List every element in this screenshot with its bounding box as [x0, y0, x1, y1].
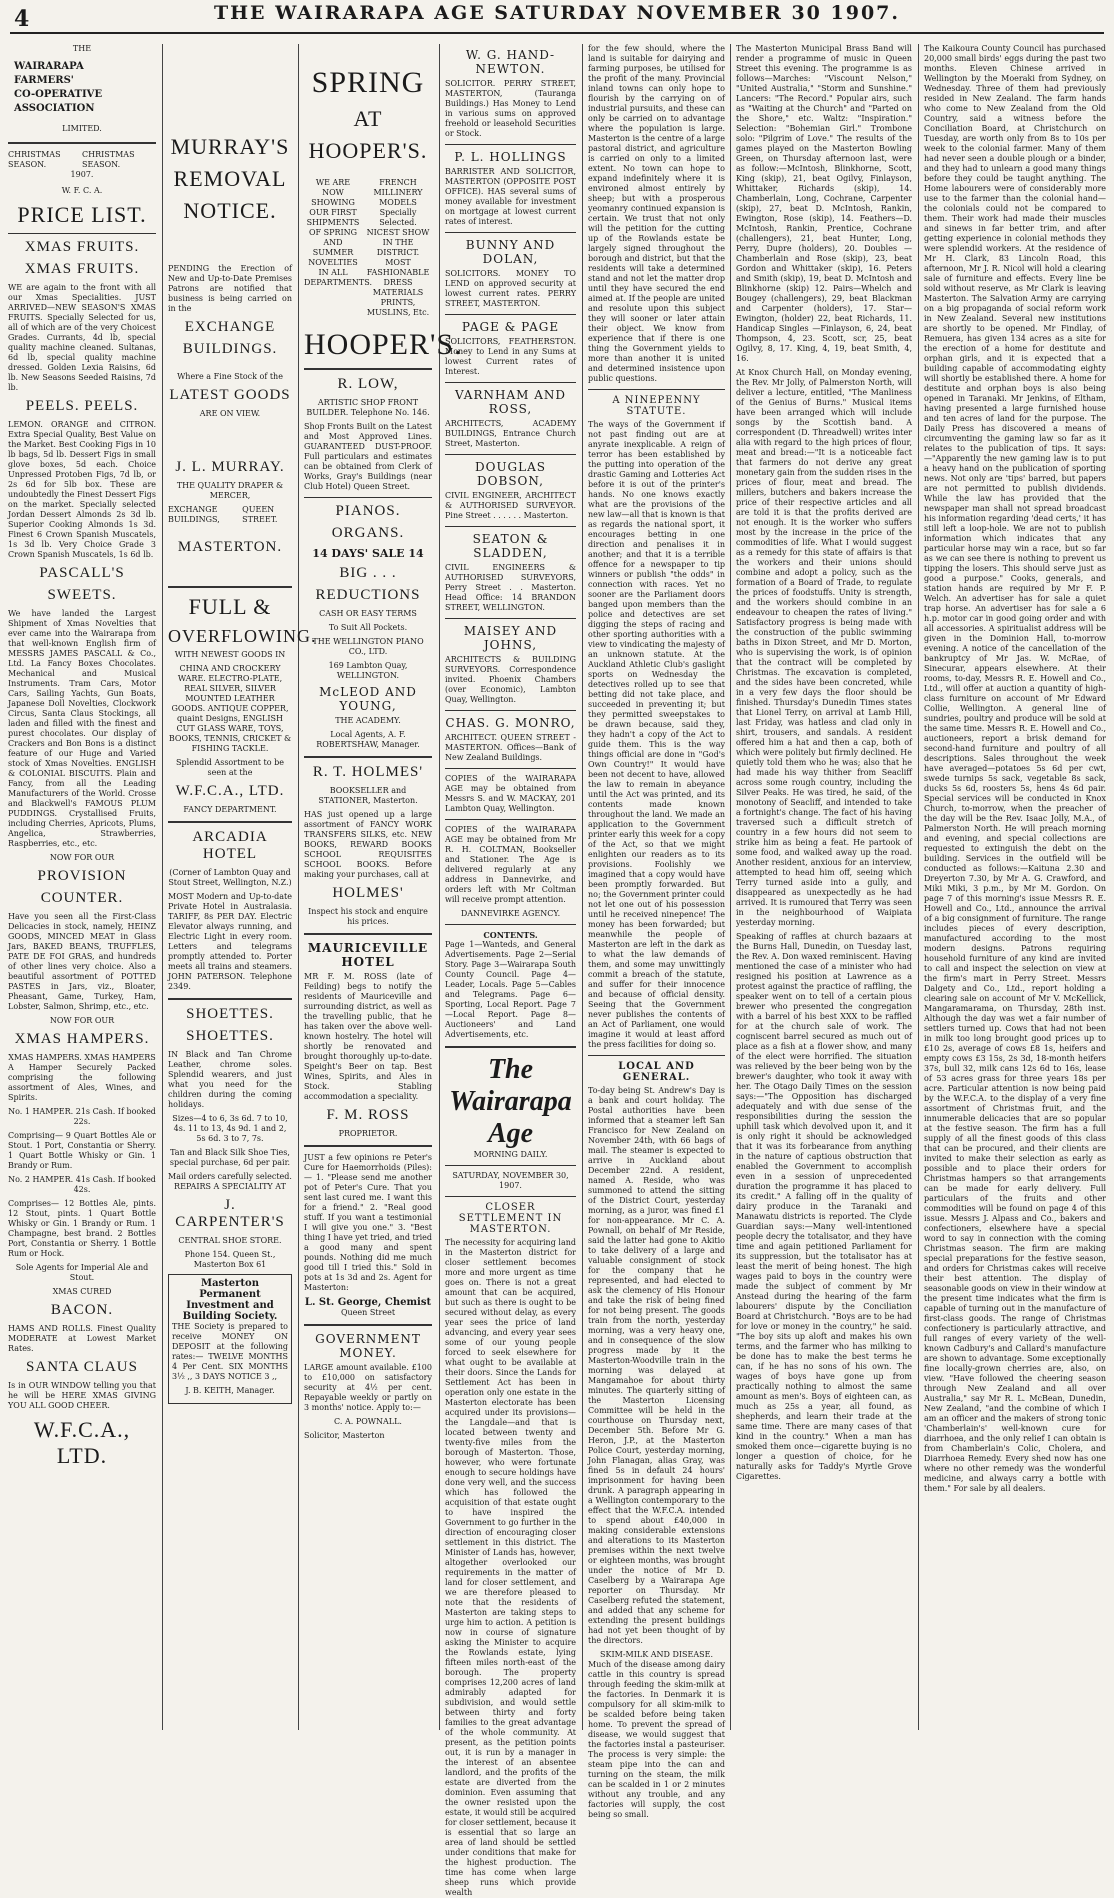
page-number: 4 [14, 6, 30, 32]
bunny-text: SOLICITORS. MONEY TO LEND on approved security at lowest current rates. PERRY STREET, MASTERTON. [445, 269, 576, 308]
arcadia-text: MOST Modern and Up-to-date Private Hotel in Australasia. TARIFF, 8s PER DAY. Electric Elevator always running, and Electric Light in every room. Letters and telegrams promptly attended to. Porter meets all trains and steamers. JOHN PATERSON. Telephone 2349. [168, 892, 292, 991]
shoettes-heading: SHOETTES. [186, 1028, 274, 1044]
sole-agents: Sole Agents for Imperial Ale and Stout. [15, 1263, 149, 1282]
season-year: 1907. [70, 170, 94, 179]
divider [445, 1046, 576, 1048]
column-2 [168, 44, 317, 1730]
issue-date: SATURDAY, NOVEMBER 30, 1907. [452, 1171, 569, 1190]
copies-notice-1: COPIES of the WAIRARAPA AGE may be obtained from Messrs S. and W. MACKAY, 201 Lambton Quay, Wellington. [445, 774, 576, 813]
band-bowling-text: The Masterton Municipal Brass Band will render a programme of music in Queen Street this evening. The programme is as follows—Marches: "Viscount Nelson," "United Australia," "Storm and Sunshine." Lancers: "The Record." Popular airs, such as "Waiting at the Church" and "Parted on the Shore," etc. Waltz: "Inspiration." Selection: "Bohemian Girl." Trombone solo: "Pilgrim of Love." The results of the games played on the Masterton Bowling Green, on Thursday afternoon last, were as follow:—McIntosh, Blinkhorne, Scott, King (skip), 21, beat Ogilvy, Finlayson, Whittaker, Richards (skip), 14. Chamberlain, Long, Cochrane, Carpenter (skip), 27, beat D. McIntosh, Rankin, Ewington, Rose (skip), 14. Feathers—D. McIntosh, Rankin, Prentice, Cochrane (challengers), 21, beat Hunter, Long, Perry, Dupre (holders), 20. Doubles — Chamberlain and Rose (skip), 23, beat Gordon and Whittaker (skip), 16. Peters and Smith (skip), 19, beat D. McIntosh and Blinkhorne (skip) 12. Pairs—Whelch and Bougey (challengers), 29, beat Blackman and Carpenter (holders), 17. Star—Ewington, (holder) 22, beat Richards, 11. Handicap Singles —Finlayson, 6, 24, beat Thompson, 4, 23. Scott, scr, 25, beat Ogilvy, 8, 17. King, 4, 19, beat Smith, 4, 16. [736, 44, 912, 363]
hand-newton-heading: W. G. HAND-NEWTON. [465, 48, 556, 76]
society-text: THE Society is prepared to receive MONEY ON DEPOSIT at the following rates:— TWELVE MONTHS 4 Per Cent. SIX MONTHS 3½ ,, 3 DAYS NOTICE 3 ,, [172, 1322, 288, 1381]
divider [445, 454, 576, 455]
hollings-text: BARRISTER AND SOLICITOR, MASTERTON (OPPOSITE POST OFFICE). HAS several sums of money available for investment on mortgage at lowest current rates of interest. [445, 167, 576, 226]
column-divider [730, 44, 731, 1730]
hoopers-heading-2: HOOPER'S. [304, 328, 463, 361]
latest-goods-heading: LATEST GOODS [169, 387, 291, 403]
organs-heading: ORGANS. [331, 525, 405, 541]
skim-milk-heading: SKIM-MILK AND DISEASE. [600, 1650, 713, 1659]
dannevirke-agency: DANNEVIRKE AGENCY. [460, 909, 561, 918]
divider [304, 497, 432, 498]
cash-terms: CASH OR EASY TERMS [319, 609, 417, 618]
divider [445, 710, 576, 711]
now-for-label: NOW FOR OUR [49, 853, 115, 862]
maisey-heading: MAISEY AND JOHNS, [463, 624, 558, 652]
exchange-heading: EXCHANGE [184, 319, 276, 335]
shoettes-text: IN Black and Tan Chrome Leather, chrome soles. Splendid wearers, and just what you need for the children during the coming holidays. [168, 1050, 292, 1109]
peels-heading: PEELS. PEELS. [25, 398, 139, 414]
divider [304, 368, 432, 370]
keith-manager: J. B. KEITH, Manager. [185, 1386, 275, 1395]
low-heading: R. LOW, [337, 376, 399, 392]
permanent-society-ad [168, 1274, 292, 1404]
splendid-text: Splendid Assortment to be seen at the [176, 758, 284, 777]
copies-notice-2: COPIES of the WAIRARAPA AGE may be obtained from Mr R. H. COLTMAN, Bookseller and Stationer. The Age is delivered regularly at any address in Dannevirke, and orders left with Mr Coltman will receive prompt attention. [445, 825, 576, 904]
bacon-text: HAMS AND ROLLS. Finest Quality MODERATE at Lowest Market Rates. [8, 1324, 156, 1353]
piano-address: 169 Lambton Quay, WELLINGTON. [328, 661, 408, 680]
peters-cure-text: JUST a few opinions re Peter's Cure for Haemorrhoids (Piles):— 1. "Please send me another pot of Peter's Cure. That you sent last cured me. I want this for a friend." 2. "Real good stuff. If you want a testimonial I will give you one." 3. "Best thing I have yet tried, and tried a good many and spent pounds. Nothing did me much good till I tried this." Sold in pots at 1s 3d and 2s. Agent for Masterton: [304, 1153, 432, 1292]
address-right: QUEEN STREET. [242, 505, 278, 524]
santa-claus-heading: SANTA CLAUS [26, 1359, 138, 1375]
divider [445, 314, 576, 315]
removal-heading: REMOVAL [173, 166, 287, 191]
at-heading: AT [353, 106, 383, 131]
newest-goods-text: WITH NEWEST GOODS IN [174, 650, 286, 659]
column-divider [298, 44, 299, 1730]
fancy-department: FANCY DEPARTMENT. [183, 805, 277, 814]
goods-list: CHINA AND CROCKERY WARE. ELECTRO-PLATE, REAL SILVER, SILVER MOUNTED LEATHER GOODS. ANTIQUE COPPER, quaint Designs, ENGLISH CUT GLASS WARE, TOYS, BOOKS, TENNIS, CRICKET & FISHING TACKLE. [168, 664, 292, 753]
shoe-store: CENTRAL SHOE STORE. [178, 1236, 282, 1245]
counter-heading: COUNTER. [40, 890, 124, 906]
statute-text: The ways of the Government if not past finding out are at anyrate inexplicable. A reign of terror has been established by the putting into operation of the drastic Gaming and Lotteries Act before it is out of the printer's hands. No one knows exactly what are the provisions of the new law—all that is known is that as regards the national sport, it encourages betting in one direction and penalises it in another; and that it is a terrible offence for a newspaper to tip winners or publish "the odds" in connection with races. Yet no sooner are the Parliament doors banged upon members than the police and detectives are set digging the steps of racing and other sporting authorities with a view to vindicating the majesty of an unknown statute. At the Auckland Athletic Club's gaslight sports on Wednesday the detectives rolled up to see that betting did not take place, and succeeded in preventing it; but they permitted sweepstakes to be drawn because, said they, they hadn't a copy of the Act to guide them. This is the way things official are done in "God's Own Country!" It would have been not decent to have, allowed the law to remain in abeyance until the Act was printed, and its contents made known throughout the land. We made an application to the Government printer early this week for a copy of the Act, so that we might enlighten our readers as to its provisions. Foolishly we imagined that a copy would have been promptly forwarded. But no; the Government printer could not let one out of his possession until he received ninepence! The money has been forwarded; but meanwhile the people of Masterton are left in the dark as to what the law demands of them, and some may unwittingly commit a breach of the statute, and suffer for their innocence and because of official density. Seeing that the Government never publishes the contents of an Act of Parliament, one would imagine it would at least afford the press facilities for doing so. [588, 420, 725, 1049]
xmas-fruits-heading: XMAS FRUITS. [24, 261, 140, 277]
address-left: EXCHANGE BUILDINGS, [168, 505, 220, 524]
dobson-text: CIVIL ENGINEER, ARCHITECT & AUTHORISED SURVEYOR. Pine Street . . . . . . Masterton. [445, 491, 576, 520]
ad-the: THE [72, 44, 92, 53]
piano-company: THE WELLINGTON PIANO CO., LTD. [312, 637, 424, 656]
nameplate: The Wairarapa Age [449, 1054, 572, 1149]
christmas-season-line [8, 150, 156, 170]
days-sale: 14 DAYS' SALE 14 [312, 547, 424, 560]
local-agents: Local Agents, A. F. ROBERTSHAW, Manager. [316, 730, 420, 749]
wfca-label: W. F. C. A. [61, 186, 103, 195]
local-general-heading: LOCAL AND GENERAL. [618, 1061, 695, 1083]
overflowing-heading: OVERFLOWING. [168, 626, 317, 646]
firm-line: ASSOCIATION [14, 103, 95, 114]
hollings-heading: P. L. HOLLINGS [454, 150, 567, 164]
proprietor-label: PROPRIETOR. [338, 1129, 398, 1138]
statute-heading: A NINEPENNY STATUTE. [612, 395, 701, 417]
government-money-heading: GOVERNMENT MONEY. [315, 1332, 421, 1360]
varnham-heading: VARNHAM AND ROSS, [454, 388, 567, 416]
maisey-text: ARCHITECTS & BUILDING SURVEYORS. Correspondence invited. Phoenix Chambers (over Economic), Lambton Quay, Wellington. [445, 655, 576, 704]
tan-text: Tan and Black Silk Shoe Ties, special purchase, 6d per pair. [169, 1148, 291, 1167]
column-divider [582, 44, 583, 1730]
divider [8, 233, 156, 234]
carpenter-heading: J. CARPENTER'S [175, 1197, 285, 1230]
column-7 [924, 44, 1106, 1730]
column-3 [304, 44, 463, 1730]
low-subtitle: ARTISTIC SHOP FRONT BUILDER. Telephone No. 146. [306, 398, 430, 417]
sweets-text: We have landed the Largest Shipment of Xmas Novelties that ever came into the Wairarapa from that well-known English firm of MESSRS JAMES PASCALL & Co., Ltd. La Fancy Boxes Chocolates. Mechanical and Musical Instruments. Tram Cars, Motor Cars, Sailing Yachts, Gun Boats, Japanese Doll Novelties, Clockwork Circus, Santa Claus Stockings, all laden and filled with the finest and purest chocolates. Our display of Crackers and Bon Bons is a distinct feature of our Huge and Varied stock of Xmas Novelties. ENGLISH & COLONIAL BISCUITS. Plain and Fancy, from all the Leading Manufacturers of the World. Crosse and Blackwell's FAMOUS PLUM PUDDINGS. Crystallised Fruits, including Cherries, Apricots, Plums, Angelica, Strawberries, Raspberries, etc., etc. [8, 609, 156, 848]
divider [445, 526, 576, 527]
wfca-ltd-heading: W.F.C.A., LTD. [175, 783, 285, 799]
hoopers-heading: HOOPER'S. [308, 138, 428, 163]
leader-text: The necessity for acquiring land in the Masterton district for closer settlement becomes more and more urgent as time goes on. There is not a great amount that can be acquired, but such as there is ought to be secured without delay, as every year sees the price of land advancing, and every year sees some of our young people forced to seek elsewhere for what ought to be available at their doors. Since the Lands for Settlement Act has been in operation only one estate in the Masterton electorate has been acquired under its provisions—the Langdale—and that is located between twenty and twenty-five miles from the borough of Masterton. Those, however, who were fortunate enough to secure holdings have done very well, and the success which has followed the acquisition of that estate ought to have inspired the Government to go further in the direction of encouraging closer settlement in this district. The Minister of Lands has, however, altogether overlooked our requirements in the matter of land for closer settlement, and we are therefore pleased to note that the residents of Masterton are taking steps to urge him to action. A petition is now in course of signature asking the Minister to acquire the Rowlands estate, lying fifteen miles north-east of the borough. The property comprises 12,200 acres of land admirably adapted for subdivision, and would settle between thirty and forty families to the great advantage of the whole community. At present, as the petition points out, it is run by a manager in the interest of an absentee landlord, and the profits of the estate are diverted from the dominion. Even assuming that the owner resisted upon the estate, it would still be acquired for closer settlement, because it is essential that so large an area of land should be settled under conditions that make for the highest production. The time has come when large sheep runs which provide wealth [445, 1238, 576, 1897]
now-for-label: NOW FOR OUR [49, 1016, 115, 1025]
inspect-text: Inspect his stock and enquire his prices. [308, 907, 428, 926]
varnham-text: ARCHITECTS, ACADEMY BUILDINGS, Entrance Church Street, Masterton. [445, 419, 576, 448]
column-4 [445, 44, 576, 1897]
divider [304, 933, 432, 935]
hampers-subheading: XMAS HAMPERS. XMAS HAMPERS [8, 1053, 156, 1062]
monro-heading: CHAS. G. MONRO, [445, 716, 576, 730]
firm-line: WAIRARAPA [14, 61, 84, 72]
season-right: CHRISTMAS SEASON. [82, 150, 135, 169]
divider [445, 618, 576, 619]
murrays-heading: MURRAY'S [170, 134, 290, 159]
sweets-heading: SWEETS. [47, 587, 117, 603]
local-news-text: At Knox Church Hall, on Monday evening, the Rev. Mr Jolly, of Palmerston North, will deliver a lecture, entitled, "The Manliness of the Genius of Burns." Musical items have been arranged which will include songs by the Scottish band. A correspondent (D. Threadwell) writes inter alia with regard to the high prices of flour, meat and bread:—"It is a noticeable fact that farmers do not derive any great monetary gain from the sudden rises in the prices of flour, meat and bread. The millers, butchers and bakers increase the price of their respective articles and all are told it is that the profits derived are not enough. It is the worker who suffers most by the increase in the price of the commodities of life. What I would suggest as a remedy for this state of affairs is that the workers and their unions should combine and adopt a policy, such as the formation of a Board of Trade, to regulate the prices of foodstuffs. Unity is strength, and the workers should combine in an endeavour to cheapen the rates of living." Satisfactory progress is being made with the construction of the public swimming baths in Dixon Street, and Mr D. Morton, who is supervising the work, is of opinion that the contract will be completed by Christmas. The excavation is completed, and the sides have been concreted, while in a very few days the floor should be finished. Thursday's Dunedin Times states that Lionel Terry, on arrival at Lamb Hill, last Friday, was hatless and clad only in shirt, trousers, and sandals. A resident offered him a hat and then a cap, both of which were politely but firmly declined. He quietly told them who he was; also that he had made his way thither from Seacliff across some rough country, including the Silver Peaks. He was tired, he said, of the monotony of Seacliff, and intended to take a fortnight's change. The fact of his having traversed such a difficult stretch of country in a few hours did not seem to strike him as being a feat. He partook of some food, and walked away up the road. Another resident, anxious for an interview, attempted to head him off, seeing which Terry turned aside into a gully, and disappeared as unexpectedly as he had arrived. It is rumoured that Terry was seen in the neighbourhood of Waipiata yesterday morning. [736, 368, 912, 927]
divider [588, 389, 725, 390]
bunny-heading: BUNNY AND DOLAN, [465, 238, 556, 266]
skim-milk-text: Much of the disease among dairy cattle in this country is spread through feeding the skim-milk at the factories. In Denmark it is compulsory for all skim-milk to be scalded before being taken home. To prevent the spread of disease, we would suggest that the factories instal a pasteuriser. The process is very simple: the steam pipe into the can and turning on the steam, the milk can be scalded in 1 or 2 minutes without any trouble, and any factories will supply, the cost being so small. [588, 1660, 725, 1819]
hand-newton-text: SOLICITOR. PERRY STREET, MASTERTON, (Tauranga Buildings.) Has Money to Lend in various sums on approved freehold or leasehold Securities or Stock. [445, 79, 576, 138]
column-divider [439, 44, 440, 1730]
notice-heading: NOTICE. [183, 198, 277, 223]
hamper-2: No. 2 HAMPER. 41s Cash. If booked 42s. [8, 1175, 156, 1194]
holmes-subtitle: BOOKSELLER and STATIONER, Masterton. [318, 786, 418, 805]
bacon-heading: BACON. [50, 1302, 114, 1318]
limited-label: LIMITED. [62, 124, 102, 133]
pending-text: PENDING the Erection of New and Up-to-Date Premises Patrons are notified that business is being carried on in the [168, 264, 292, 313]
divider [445, 382, 576, 383]
local-paragraphs: The Kaikoura County Council has purchased 20,000 small birds' eggs during the past two months. Eleven Chinese arrived in Wellington by the Moeraki from Sydney, on Wednesday. Three of them had previously resided in New Zealand. The farm hands who come to New Zealand from the Old Country, said a witness before the Conciliation Board, at Christchurch on Tuesday, are worth only from 8s to 10s per week to the colonial farmer. Many of them had never seen a double plough or a binder, and they had to unlearn a good many things before they could be taught anything. The Home labourers were of considerably more use to the farmer than the colonial hand—the colonials could not be compared to them. Their work had made their muscles and sinews in far better trim, and after getting experience in colonial methods they were splendid workers. At the residence of Mr H. Clark, 83 Lincoln Road, this afternoon, Mr J. R. Nicol will hold a clearing sale of furniture and effects. Every line be sold without reserve, as Mr Clark is leaving Masterton. The Salvation Army are carrying on a big propaganda of social reform work in New Zealand. Several new institutions are shortly to be opened. Mr Findlay, of Remuera, has given 134 acres as a site for the erection of a home for destitute and orphan girls, and it is expected that a building capable of accommodating eighty will shortly be established there. A home for destitute and orphan boys is also being opened in Taranaki. Mr Jenkins, of Eltham, having presented a large furnished house and ten acres of land for the purpose. The Daily Press has discovered a means of circumventing the gaming law so far as it relates to the publication of tips. It says:—"Apparently the new gaming law is to put a heavy hand on the publication of sporting news. Not only are 'tips' barred, but papers are not permitted to publish dividends. While the law has provided that the newspaper man shall not spread broadcast his information regarding 'dead certs,' it has still left a loop-hole. We are not to publish information which indicates that any particular horse may win a race, but so far as we can see there is nothing to prevent us tipping the losers. This should serve just as good a purpose." Cooks, generals, and station hands are required by Mr F. P. Welch. An advertiser has for sale a quiet trap horse. An advertiser has for sale a 6 h.p. motor car in good going order and with all accessories. A spiritualist address will be given in the Dominion Hall, to-morrow evening. A notice of the cancellation of the bankruptcy of Mr Jas. W. McRae, of Sinecurar, appears elsewhere. At their rooms, to-day, Messrs R. E. Howell and Co., Ltd., will offer at auction a quantity of high-class furniture on account of Mr Edward Collie, Wellington. A general line of sundries, poultry and produce will be sold at the same time. Messrs R. E. Howell and Co., auctioneers, report a brisk demand for second-hand furniture and poultry of all descriptions. Sales throughout the week have averaged—potatoes 5s 6d per cwt, swede turnips 5s sack, vegetable 8s sack, ducks 5s 6d, roosters 5s, hens 4s 6d pair. Special services will be conducted in Knox Church, to-morrow, when the preacher of the day will be the Rev. Isaac Jolly, M.A., of Palmerston North. He will preach morning and evening, and special collections are requested to extinguish the debt on the building. Services in the outfield will be conducted as follows:—Kaituna 2.30 and Dreyerton 7.30, by Mr A. G. Crawford, and Miki Miki, 3 p.m., by Mr M. Gordon. On page 7 of this morning's issue Messrs R. E. Howell and Co., Ltd., announce the arrival of a big consignment of furniture. The range includes pieces of every description, manufactured according to the most modern designs. Patrons requiring household furniture of any kind are invited to call and inspect the selection on view at the firm's mart in Perry Street. Messrs Dalgety and Co., Ltd., report holding a clearing sale on account of Mr V. McKellick, Mangaramarama, on Thursday, 28th inst. Although the day was wet a fair number of settlers turned up. Cows that had not been in milk too long brought good prices up to £10 2s, average of cows £8 1s, heifers and empty cows £3 15s, 2s 3d, 18-month heifers 37s, bull 32, milk cans 12s 6d to 16s, lease of 53 acres grass for three years 18s per acre. Particular attention is now being paid by the W.F.C.A. to the display of a very fine assortment of Christmas fruit, and the innumerable delicacies that are so popular at the festive season. The firm has a full supply of all the finest goods of this class that can be procured, and their clients are invited to make their selection as early as possible and to place their orders for Christmas hampers so that arrangements can be made for early delivery. Full particulars of the fruits and other commodities will be found on page 4 of this issue. Messrs J. Alpass and Co., bakers and confectioners, elsewhere have a special word to say in connection with the coming Christmas season. The firm are making special preparations for the festive season, and orders for Christmas cakes will receive their best attention. The display of seasonable goods on view in their window at the present time indicates what the firm is capable of turning out in the manufacture of first-class goods. The range of Christmas confectionery is particularly attractive, and full ranges of every variety of the well-known Cadbury's and Callard's manufacture are shown to advantage. Some exceptionally fine locally-grown cherries are, also, on view. "Have followed the cheering season through New Zealand and all over Australia," say Mr R. L. McBean, Dunedin, New Zealand, "and the combine of which I am an officer and the makers of strong tonic 'Chamberlain's' well-known cure for diarrhoea, and the only relief I can obtain is from Chamberlain's Colic, Cholera, and Diarrhoea Remedy. Every shed now has one where no other remedy was the wonderful medicine, and always carry a bottle with them." For sale by all dealers. [924, 44, 1106, 1493]
wfca-signature: W.F.C.A., LTD. [33, 1417, 131, 1468]
column-divider [162, 44, 163, 1730]
divider [445, 819, 576, 820]
provision-heading: PROVISION [37, 868, 127, 884]
hamper-2-items: Comprises— 12 Bottles Ale, pints. 12 Stout, pints. 1 Quart Bottle Whisky or Gin. 1 Brandy or Rum. 1 Champagne, best brand. 2 Bottles Port, Constantia or Sherry. 1 Bottle Rum or Hock. [8, 1199, 156, 1258]
on-view-text: ARE ON VIEW. [199, 409, 261, 418]
provision-text: Have you seen all the First-Class Delicacies in stock, namely, HEINZ GOODS, MINCED MEAT in Glass Jars, BAKED BEANS, TRUFFLES, PATE DE FOI GRAS, and hundreds of other lines very choice. Also a beautiful assortment of POTTED PASTES in Jars, viz., Bloater, Pheasant, Game, Turkey, Ham, Lobster, Salmon, Shrimp, etc., etc. [8, 912, 156, 1011]
divider [445, 144, 576, 145]
hoopers-ad-body [304, 178, 432, 322]
mauriceville-text: MR F. M. ROSS (late of Feilding) begs to notify the residents of Mauriceville and surrounding district, as well as the travelling public, that he has taken over the above well-known hostelry. The hotel will shortly be renovated and brought thoroughly up-to-date. Speight's Beer on tap. Best Wines, Spirits, and Ales in Stock. Stabling accommodation a speciality. [304, 972, 432, 1101]
holmes-name: HOLMES' [332, 885, 404, 901]
divider [445, 1196, 576, 1197]
arcadia-address: (Corner of Lambton Quay and Stout Street, Wellington, N.Z.) [168, 868, 292, 887]
page-page-text: SOLICITORS, FEATHERSTON. Money to Lend in any Sums at lowest Current rates of Interest. [445, 337, 576, 376]
raffles-text: Speaking of raffles at church bazaars at the Burns Hall, Dunedin, on Tuesday last, the Rev. A. Don waxed reminiscent. Having mentioned the case of a minister who had resigned his position at Lawrence as a protest against the practice of raffling, the speaker went on to tell of a certain pious brewer who presented the congregation with a barrel of his best XXX to be raffled for at the church sale of work. The cogniscent barrel secured as much out of place as a fish at a flower show, and many of the elect were horrified. The situation was relieved by the beer being won by the brewer's daughter, who took it away with her. The Otago Daily Times on the session says:—"The Opposition has discharged adequately and with due sense of the responsibilities during the session the uphill task which devolved upon it, and it is only right it should be acknowledged that it was its forbearance from anything in the nature of captious obstruction that enabled the Government to accomplish even in a session of unprecedented duration the programme it has placed to its credit." A falling off in the quality of dairy produce in the Taranaki and Manawatu districts is reported. The Clyde Guardian says:—Many well-intentioned people decry the totalisator, and they have time and again petitioned Parliament for its suppression, but the totalisator has at least the merit of being honest. The high wages paid to boys in the country were made the subject of comment by Mr Anstead during the hearing of the farm labourers' dispute by the Conciliation Board at Christchurch. "Boys are to be had for love or money in the country," he said. "The boy sits up aloft and makes his own terms, and the farmer who has milking to be done has to make the best terms he can, if he has no sons of his own. The wages of boys have gone up from practically nothing to almost the same amount as men's. Boys of eighteen can, as much as 25s a year, all found, as shepherds, and learn their trade at the same time. There are many cases of that kind in the country." When a man has smoked them once—cigarette buying is no longer a question of choice, for he naturally asks for Taddy's Myrtle Grove Cigarettes. [736, 932, 912, 1481]
shoettes-sizes: Sizes—4 to 6, 3s 6d. 7 to 10, 4s. 11 to 13, 4s 9d. 1 and 2, 5s 6d. 3 to 7, 7s. [172, 1114, 288, 1143]
shoettes-heading: SHOETTES. [186, 1006, 274, 1022]
page-page-heading: PAGE & PAGE [461, 320, 560, 334]
divider [445, 1165, 576, 1166]
divider [445, 924, 576, 925]
season-left: CHRISTMAS SEASON. [8, 150, 61, 169]
masterton-heading: MASTERTON. [177, 539, 283, 555]
solicitor-label: Solicitor, Masterton [304, 1431, 385, 1440]
phone-line: Phone 154. Queen St., Masterton Box 61 [184, 1250, 276, 1269]
big-heading: BIG . . . [339, 565, 397, 581]
divider [304, 1324, 432, 1326]
divider [588, 1055, 725, 1056]
hamper-1: No. 1 HAMPER. 21s Cash. If booked 22s. [8, 1107, 156, 1126]
contents-heading: CONTENTS. [483, 930, 538, 940]
holmes-heading: R. T. HOLMES' [312, 764, 424, 780]
column-6 [736, 44, 912, 1730]
firm-line: CO-OPERATIVE [14, 89, 103, 100]
jl-murray-name: J. L. MURRAY. [175, 459, 285, 475]
mcleod-heading: McLEOD AND YOUNG, [319, 685, 417, 713]
society-heading: Investment and Building Society. [182, 1300, 278, 1322]
divider [168, 821, 292, 823]
to-suit-text: To Suit All Pockets. [328, 623, 408, 632]
spring-heading: SPRING [311, 66, 425, 99]
hamper-1-items: Comprising— 9 Quart Bottles Ale or Stout. 1 Port, Constantia or Sherry. 1 Quart Bottle Whisky or Gin. 1 Brandy or Rum. [8, 1131, 156, 1170]
mail-text: Mail orders carefully selected. REPAIRS A SPECIALITY AT [168, 1172, 292, 1191]
newspaper-title: THE WAIRARAPA AGE SATURDAY NOVEMBER 30 1907. [213, 2, 901, 24]
divider [304, 1145, 432, 1147]
government-money-text: LARGE amount available. £100 to £10,000 on satisfactory security at 4½ per cent. Repayable weekly or partly on 3 months' notice. Apply to:— [304, 1363, 432, 1412]
holmes-text: HAS just opened up a large assortment of FANCY WORK TRANSFERS SILKS, etc. NEW BOOKS, REWARD BOOKS SCHOOL REQUISITES SCHOOL BOOKS. Before making your purchases, call at [304, 810, 432, 879]
wfca-firm-name [8, 60, 156, 116]
divider [168, 998, 292, 1000]
dobson-heading: DOUGLAS DOBSON, [474, 460, 546, 488]
pianos-heading: PIANOS. [335, 503, 401, 519]
peels-text: LEMON. ORANGE and CITRON. Extra Special Quality, Best Value on the Market. Best Cooking Figs in 10 lb bags, 5d lb. Dessert Figs in small glove boxes, 5d each. Choice Unpressed Protoben Figs, 7d lb, or 2s 6d for 5lb box. These are undoubtedly the Finest Dessert Figs on the market. Specially selected Jordan Dessert Almonds 2s 3d lb. Superior Cooking Almonds 1s 3d. Finest 6 Crown Spanish Muscatels, 1s 3d lb. Very Choice Grade 3 Crown Spanish Muscatels, 1s 6d lb. [8, 420, 156, 559]
seaton-heading: SEATON & SLADDEN, [472, 532, 549, 560]
pownall-name: C. A. POWNALL. [334, 1417, 402, 1426]
firm-line: FARMERS' [14, 75, 74, 86]
leader-title: CLOSER SETTLEMENT IN MASTERTON. [458, 1202, 563, 1235]
divider [445, 232, 576, 233]
exchange-address [168, 505, 292, 525]
xmas-fruits-heading: XMAS FRUITS. [24, 239, 140, 255]
monro-text: ARCHITECT. QUEEN STREET - MASTERTON. Offices—Bank of New Zealand Buildings. [445, 733, 576, 762]
fruits-text: WE are again to the front with all our Xmas Specialities. JUST ARRIVED—NEW SEASON'S XMAS FRUITS. Specially Selected for us, all of which are of the very Choicest Grades. Currants, 4d lb, special quality machine cleaned. Sultanas, 6d lb, special quality machine dressed. Golden Lexia Raisins, 6d lb. New Seasons Seeded Raisins, 7d lb. [8, 283, 156, 392]
column-divider [918, 44, 919, 1730]
leader-continued: for the few should, where the land is suitable for dairying and farming purposes, be utilised for the profit of the many. Provincial inland towns can only hope to flourish by the carrying on of industrial pursuits, and these can only be carried on to advantage where the population is large. Masterton is the centre of a large pastoral district, and agriculture is carried on only to a limited extent. No town can hope to expand indefinitely where it is environed almost entirely by sheep; but with a prosperous yeomanry continued expansion is certain. We trust that not only will the petition for the cutting up of the Rowlands estate be largely signed throughout the borough and district, but that the residents will take a determined stand and not let the matter drop until they have secured the end aimed at. If the people are united and resolute upon this subject they will sooner or later attain their object. We know from experience that if there is one thing the Government yields to more than another it is united and determined insistence upon public questions. [588, 44, 725, 383]
mauriceville-heading: MAURICEVILLE HOTEL [307, 941, 429, 969]
arcadia-heading: ARCADIA HOTEL [192, 829, 268, 862]
morning-daily: MORNING DAILY. [473, 1150, 548, 1159]
spring-right-text: FRENCH MILLINERY MODELS Specially Selected. NICEST SHOW IN THE DISTRICT. MOST FASHIONABLE DRESS MATERIALS PRINTS, MUSLINS, Etc. [366, 178, 430, 317]
page-header [0, 0, 1114, 38]
hampers-text: A Hamper Securely Packed comprising the following assortment of Ales, Wines, and Spirits. [8, 1063, 156, 1102]
contents-list: Page 1—Wanteds, and General Advertisements. Page 2—Serial Story. Page 3—Wairarapa South County Council. Page 4—Leader, Locals. Page 5—Cables and Telegrams. Page 6—Sporting, Local Report. Page 7—Local Report. Page 8—Auctioneers' and Land Advertisements, etc. [445, 940, 576, 1039]
spring-left-text: WE ARE NOW SHOWING OUR FIRST SHIPMENTS OF SPRING AND SUMMER NOVELTIES IN ALL DEPARTMENTS. [304, 178, 373, 287]
divider [8, 142, 156, 144]
ross-name: F. M. ROSS [326, 1107, 410, 1123]
academy-text: THE ACADEMY. [335, 716, 401, 725]
full-heading: FULL & [188, 594, 272, 619]
divider [168, 586, 292, 588]
local-general-text: To-day being St. Andrew's Day is a bank and court holiday. The Postal authorities have been informed that a steamer left San Francisco for New Zealand on November 24th, with 66 bags of mail. The steamer is expected to arrive in Auckland about December 22nd. A resident, named A. Reside, who was summoned to attend the sitting of the District Court, yesterday morning, as a juror, was fined £1 for non-appearance. Mr C. A. Pownall, on behalf of Mr Reside, said the latter had gone to Akitio to take delivery of a large and valuable consignment of stock for the company that he represented, and had elected to ask the clemency of His Honour and take the risk of being fined for not being present. The goods train from the north, yesterday morning, was a very heavy one, and in consequence of the slow progress made by it the Masterton-Woodville train in the morning was delayed at Mangamahoe for about thirty minutes. The quarterly sitting of the Masterton Licensing Committee will be held in the courthouse on Thursday next, December 5th. Before Mr G. Heron, J.P., at the Masterton Police Court, yesterday morning, John Flanagan, alias Gray, was fined 5s in default 24 hours' imprisonment for having been drunk. A paragraph appearing in a Wellington contemporary to the effect that the W.F.C.A. intended to spend about £40,000 in making considerable extensions and alterations to its Masterton premises within the next twelve or eighteen months, was brought under the notice of Mr D. Caselberg by a Wairarapa Age reporter on Thursday. Mr Caselberg refuted the statement, and added that any scheme for extending the present buildings had not yet been thought of by the directors. [588, 1086, 725, 1645]
header-rule [10, 32, 1104, 34]
low-text: Shop Fronts Built on the Latest and Most Approved Lines. GUARANTEED DUST-PROOF. Full particulars and estimates can be obtained from Clerk of Works, Gray's Buildings (near Club Hotel) Queen Street. [304, 422, 432, 491]
xmas-cured-label: XMAS CURED [52, 1287, 112, 1296]
pascall-heading: PASCALL'S [39, 565, 125, 581]
column-5 [588, 44, 725, 1819]
reductions-heading: REDUCTIONS [315, 587, 421, 603]
draper-text: THE QUALITY DRAPER & MERCER, [176, 481, 284, 500]
queen-street: Queen Street [340, 1308, 396, 1317]
column-1 [8, 44, 156, 1730]
permanent-heading: Masterton Permanent [199, 1278, 261, 1300]
divider [445, 768, 576, 769]
where-text: Where a Fine Stock of the [177, 372, 283, 381]
buildings-heading: BUILDINGS. [182, 341, 278, 357]
divider [304, 756, 432, 758]
xmas-hampers-heading: XMAS HAMPERS. [14, 1031, 150, 1047]
santa-text: Is in OUR WINDOW telling you that he will be HERE XMAS GIVING YOU ALL GOOD CHEER. [8, 1381, 156, 1410]
seaton-text: CIVIL ENGINEERS & AUTHORISED SURVEYORS, Perry Street . . Masterton. Head Office: 14 BRANDON STREET, WELLINGTON. [445, 563, 576, 612]
st-george-name: L. St. George, Chemist [304, 1297, 432, 1308]
price-list-heading: PRICE LIST. [17, 202, 147, 227]
